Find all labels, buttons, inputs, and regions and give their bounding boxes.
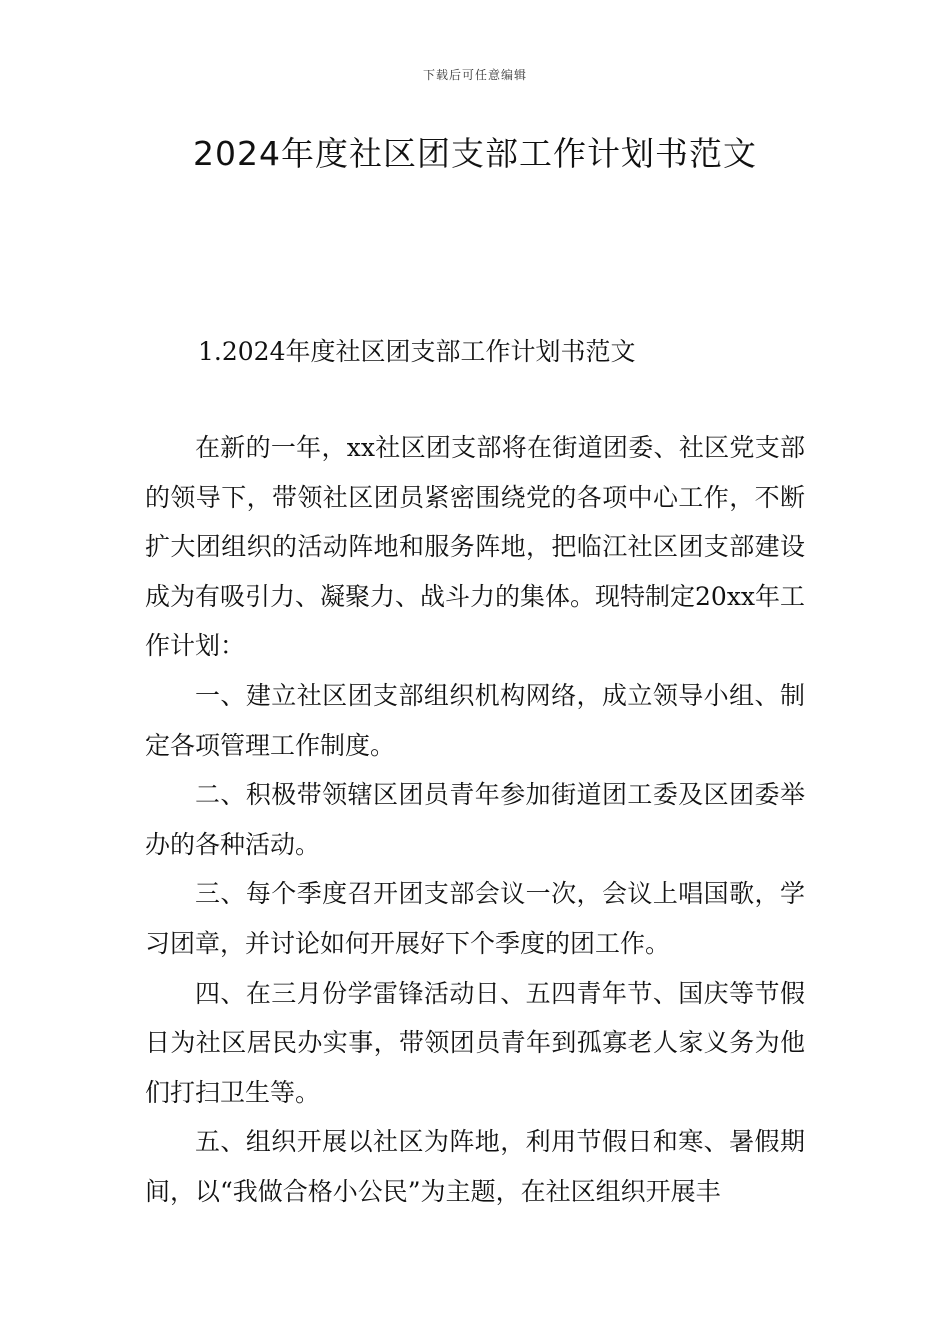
document-title: 2024年度社区团支部工作计划书范文 (193, 134, 757, 173)
section-heading: 1.2024年度社区团支部工作计划书范文 (198, 337, 636, 366)
paragraph-item-4: 四、在三月份学雷锋活动日、五四青年节、国庆等节假日为社区居民办实事，带领团员青年到孤寡老人家义务为他们打扫卫生等。 (145, 978, 805, 1107)
header-note: 下载后可任意编辑 (422, 68, 527, 82)
paragraph-item-2: 二、积极带领辖区团员青年参加街道团工委及区团委举办的各种活动。 (145, 780, 805, 859)
body-text (145, 423, 805, 1217)
paragraph-item-3: 三、每个季度召开团支部会议一次，会议上唱国歌，学习团章，并讨论如何开展好下个季度的团工作。 (145, 879, 805, 958)
paragraph-item-5: 五、组织开展以社区为阵地，利用节假日和寒、暑假期间，以“我做合格小公民”为主题，在社区组织开展丰 (145, 1127, 805, 1206)
paragraph-item-1: 一、建立社区团支部组织机构网络，成立领导小组、制定各项管理工作制度。 (145, 680, 805, 760)
paragraph-intro: 在新的一年，xx社区团支部将在街道团委、社区党支部的领导下，带领社区团员紧密围绕党的各项中心工作，不断扩大团组织的活动阵地和服务阵地，把临江社区团支部建设成为有吸引力、凝聚力、战斗力的集体。现特制定20xx年工作计划： (145, 433, 806, 661)
